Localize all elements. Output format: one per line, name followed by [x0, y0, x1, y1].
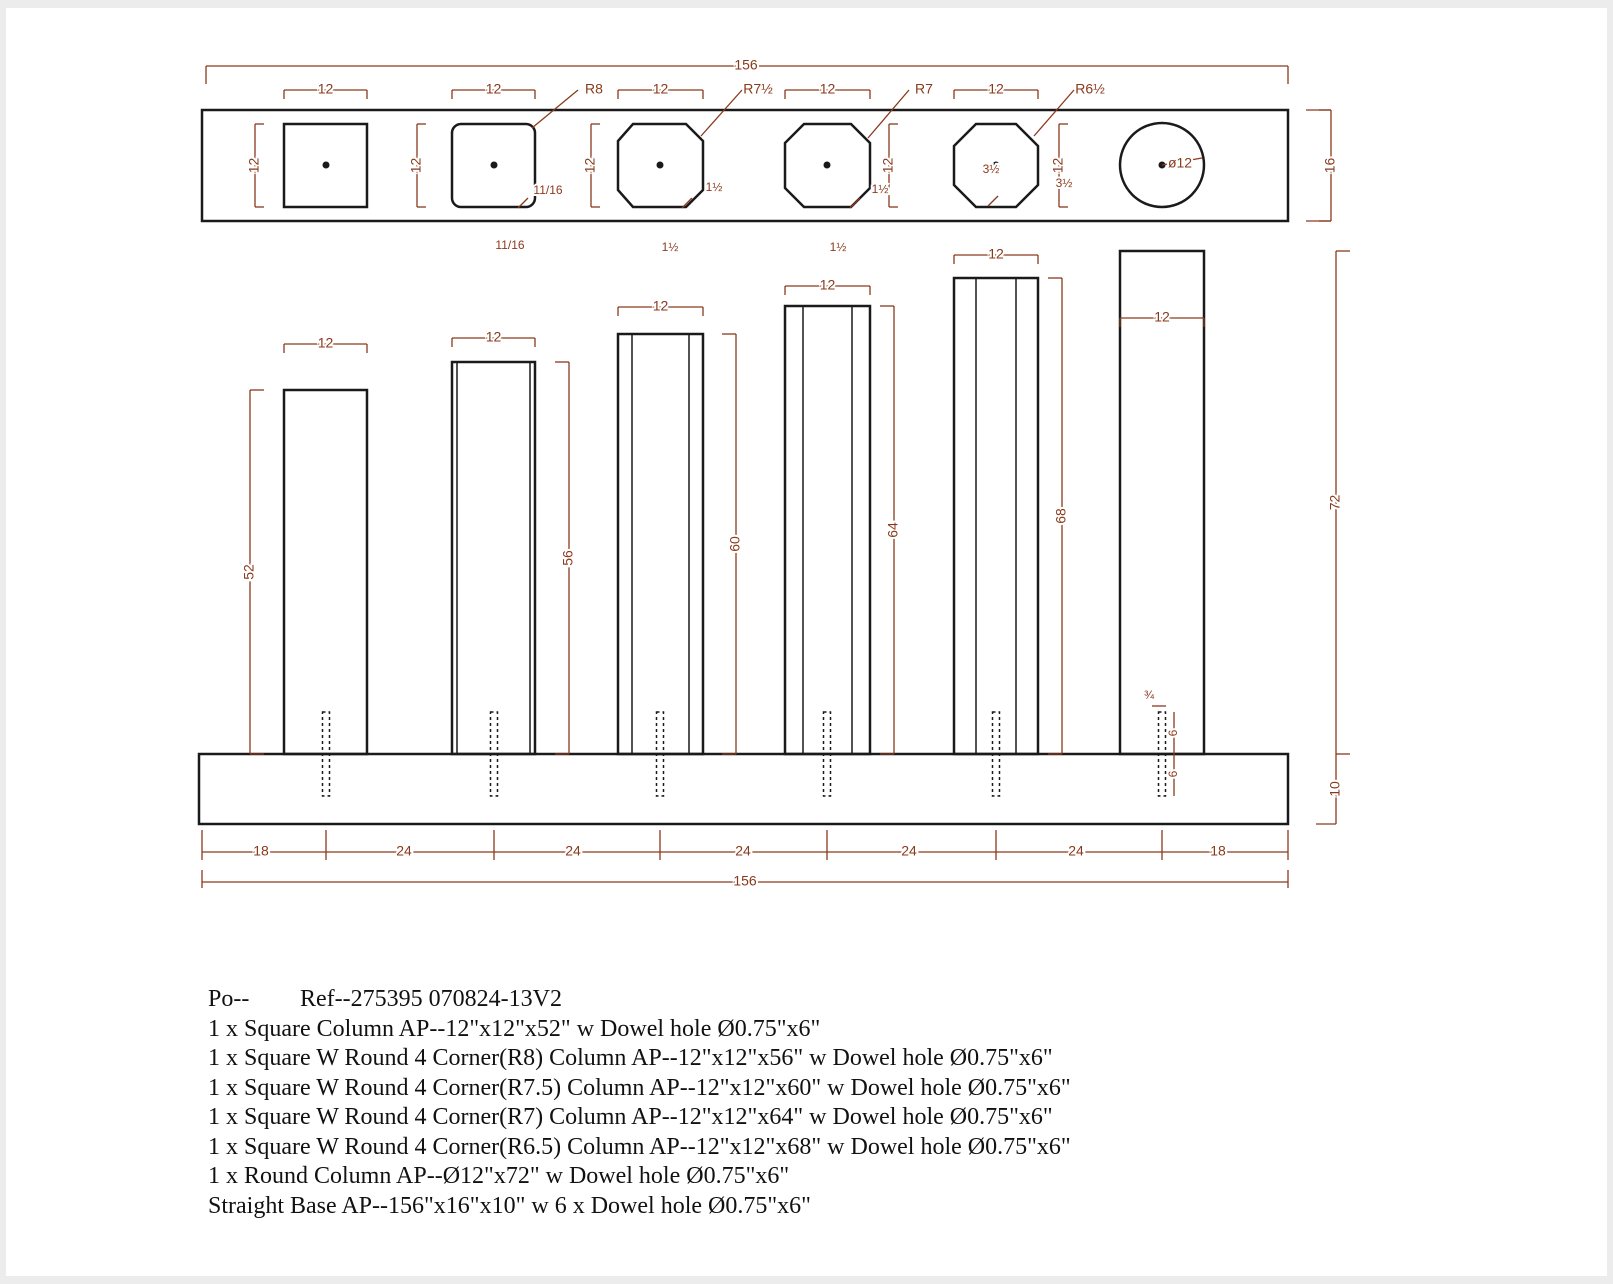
- po-label: Po--: [208, 986, 250, 1012]
- column-68: [954, 278, 1038, 754]
- dowel-depth-bottom: 6: [1166, 770, 1181, 778]
- profile-width-4: 12: [988, 80, 1004, 97]
- profile-width-1: 12: [485, 80, 502, 97]
- column-width-2: 12: [652, 297, 669, 314]
- profile-height-3: 12: [879, 157, 896, 174]
- column-64: [785, 306, 870, 754]
- top-view-depth: 16: [1321, 157, 1338, 174]
- column-56: [452, 362, 535, 754]
- column-52: [284, 390, 367, 754]
- profile-width-2: 12: [652, 80, 669, 97]
- note-line: 1 x Square W Round 4 Corner(R6.5) Column AP--12"x12"x68" w Dowel hole Ø0.75"x6": [208, 1133, 1071, 1160]
- corner-radius-0: R8: [585, 80, 603, 97]
- column-height-3: 64: [884, 522, 901, 538]
- column-width-5: 12: [1154, 308, 1170, 325]
- radius-leader: [1034, 90, 1074, 136]
- profile-width-0: 12: [317, 80, 334, 97]
- column-width-3: 12: [819, 276, 836, 293]
- order-notes: [208, 985, 1071, 1221]
- profile-height-0: 12: [245, 157, 262, 174]
- column-height-4: 68: [1052, 508, 1069, 524]
- spacing-5: 24: [1068, 842, 1084, 859]
- spacing-3: 24: [735, 842, 751, 859]
- column-height-2: 60: [726, 536, 743, 552]
- center-mark: [491, 162, 498, 169]
- center-mark: [657, 162, 664, 169]
- column-height-0: 52: [240, 564, 257, 580]
- top-view-strip: [202, 110, 1288, 221]
- corner-size-h-1: 1½: [661, 240, 679, 255]
- overall-length-bottom: 156: [733, 872, 757, 889]
- round-diameter: ø12: [1167, 154, 1193, 171]
- spacing-1: 24: [396, 842, 412, 859]
- corner-size-v-0: 11/16: [533, 183, 563, 198]
- corner-size-h-3: 3½: [982, 162, 1000, 177]
- column-width-0: 12: [317, 334, 334, 351]
- corner-leader: [988, 196, 998, 206]
- corner-leader: [850, 198, 860, 208]
- column-width-4: 12: [988, 245, 1004, 262]
- base: [199, 754, 1288, 824]
- base-height: 10: [1326, 781, 1343, 797]
- corner-size-v-2: 1½: [871, 182, 889, 197]
- note-line: 1 x Square W Round 4 Corner(R7.5) Column AP--12"x12"x60" w Dowel hole Ø0.75"x6": [208, 1074, 1071, 1101]
- corner-radius-3: R6½: [1075, 80, 1105, 97]
- profile-width-3: 12: [819, 80, 836, 97]
- note-line: 1 x Square Column AP--12"x12"x52" w Dowel hole Ø0.75"x6": [208, 1015, 821, 1042]
- spacing-2: 24: [565, 842, 581, 859]
- overall-length-top: 156: [734, 56, 758, 73]
- corner-size-v-1: 1½: [705, 180, 723, 195]
- spacing-4: 24: [901, 842, 917, 859]
- column-width-1: 12: [485, 328, 502, 345]
- notes-header: [208, 985, 1071, 1015]
- dowel-diameter: ¾: [1143, 688, 1155, 703]
- corner-radius-1: R7½: [743, 80, 773, 97]
- corner-size-h-2: 1½: [829, 240, 847, 255]
- radius-leader: [701, 90, 742, 136]
- dowel-depth-top: 6: [1166, 729, 1181, 737]
- note-line: 1 x Square W Round 4 Corner(R8) Column AP--12"x12"x56" w Dowel hole Ø0.75"x6": [208, 1045, 1053, 1071]
- corner-radius-2: R7: [915, 80, 933, 97]
- column-72: [1120, 251, 1204, 754]
- ref-label: Ref--275395 070824-13V2: [300, 986, 562, 1012]
- column-60: [618, 334, 703, 754]
- profile-height-1: 12: [407, 157, 424, 174]
- spacing-6: 18: [1210, 842, 1226, 859]
- spacing-0: 18: [253, 842, 269, 859]
- technical-drawing: [6, 8, 1607, 968]
- center-mark: [323, 162, 330, 169]
- note-line: 1 x Round Column AP--Ø12"x72" w Dowel hole Ø0.75"x6": [208, 1163, 790, 1189]
- note-line: Straight Base AP--156"x16"x10" w 6 x Dowel hole Ø0.75"x6": [208, 1192, 811, 1219]
- drawing-sheet: [6, 8, 1607, 1276]
- column-height-1: 56: [559, 550, 576, 566]
- note-line: 1 x Square W Round 4 Corner(R7) Column AP--12"x12"x64" w Dowel hole Ø0.75"x6": [208, 1104, 1053, 1130]
- profile-height-4: 12: [1049, 157, 1066, 174]
- corner-size-v-3: 3½: [1055, 176, 1073, 191]
- column-height-5: 72: [1326, 494, 1343, 511]
- corner-size-h-0: 11/16: [495, 238, 525, 253]
- center-mark: [824, 162, 831, 169]
- profile-height-2: 12: [581, 157, 598, 174]
